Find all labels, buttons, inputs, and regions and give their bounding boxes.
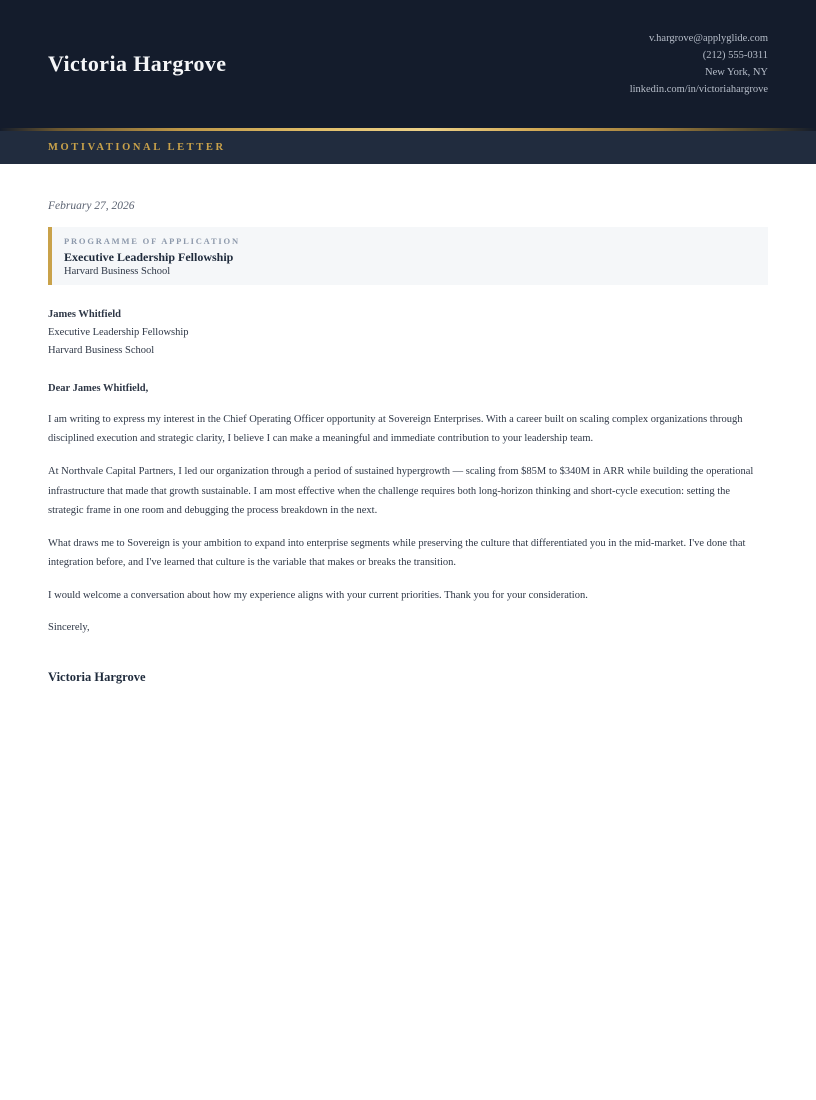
contact-phone: (212) 555-0311 (702, 50, 768, 61)
contact-location: New York, NY (704, 67, 768, 78)
letter-content (0, 164, 816, 685)
paragraph-4: I would welcome a conversation about how my experience aligns with your current priorities. Thank you for your consideration. (48, 590, 588, 602)
programme-title: Executive Leadership Fellowship (64, 250, 234, 264)
recipient-block (48, 306, 768, 360)
recipient-name: James Whitfield (48, 309, 122, 320)
person-name: Victoria Hargrove (48, 51, 227, 76)
contact-linkedin: linkedin.com/in/victoriahargrove (629, 84, 768, 95)
recipient-institution: Harvard Business School (48, 345, 155, 356)
paragraph-2: At Northvale Capital Partners, I led our organization through a period of sustained hypergrowth — scaling from $85M to $340M in ARR while building the operational infrastructure that made that growth sustainable. I am most effective when the challenge requires both long-horizon thinking and short-cycle execution: setting the strategic frame in one room and debugging the process breakdown in the next. (48, 466, 754, 516)
section-band-label: MOTIVATIONAL LETTER (48, 142, 226, 153)
letterhead (0, 0, 816, 128)
programme-callout (48, 227, 768, 285)
contact-email: v.hargrove@applyglide.com (648, 33, 768, 44)
programme-institution: Harvard Business School (64, 266, 171, 277)
recipient-programme: Executive Leadership Fellowship (48, 327, 189, 338)
salutation: Dear James Whitfield, (48, 383, 149, 394)
signature-name: Victoria Hargrove (48, 669, 146, 684)
contact-block (630, 30, 768, 98)
paragraph-1: I am writing to express my interest in the Chief Operating Officer opportunity at Sovereign Enterprises. With a career built on scaling complex organizations through disciplined execution and strategic clarity, I believe I can make a meaningful and immediate contribution to your leadership team. (48, 414, 743, 445)
section-band (0, 131, 816, 164)
letter-date: February 27, 2026 (48, 200, 135, 212)
paragraph-3: What draws me to Sovereign is your ambition to expand into enterprise segments while preserving the culture that differentiated you in the mid-market. I've done that integration before, and I've learned that culture is the variable that makes or breaks the transition. (48, 538, 746, 569)
closing: Sincerely, (48, 621, 90, 633)
programme-eyebrow: PROGRAMME OF APPLICATION (64, 236, 240, 246)
